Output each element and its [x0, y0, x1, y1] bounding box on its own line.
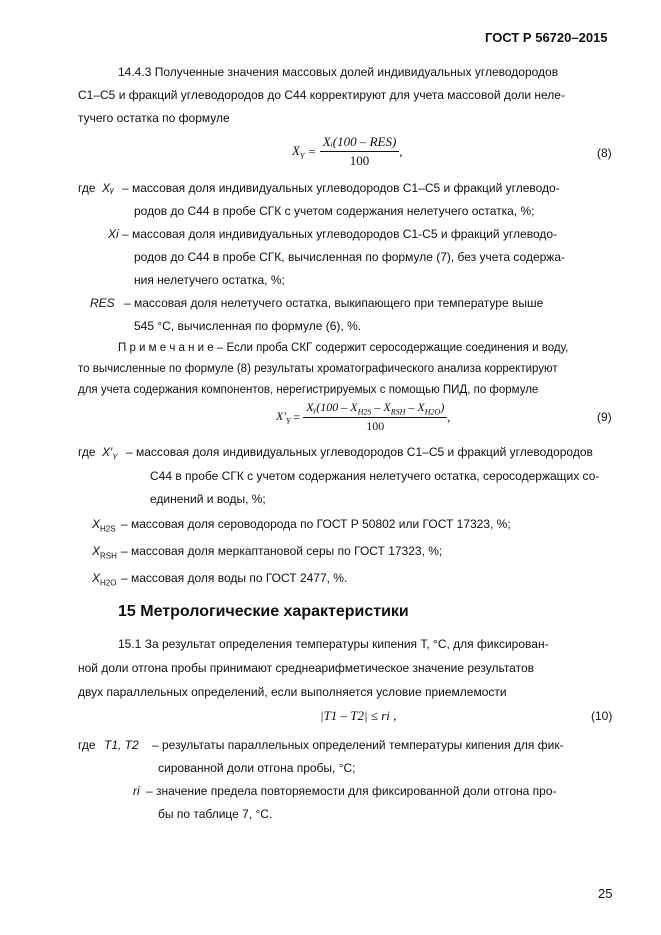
definition-line: – массовая доля нелетучего остатка, выкипающего при температуре выше	[124, 296, 544, 310]
definition-line: ния нелетучего остатка, %;	[134, 273, 285, 287]
paragraph-line: C1–C5 и фракций углеводородов до C44 корректируют для учета массовой доли неле-	[78, 88, 565, 102]
definition-line: C44 в пробе СГК с учетом содержания нелетучего остатка, серосодержащих со-	[150, 469, 600, 483]
where-label: где	[78, 445, 96, 459]
equation-number: (10)	[591, 709, 613, 723]
symbol: $X_{RSH}$	[92, 544, 117, 561]
section-heading: 15 Метрологические характеристики	[118, 603, 409, 620]
symbol: $X_{H2O}$	[92, 571, 117, 588]
definition-line: 545 °C, вычисленная по формуле (6), %.	[134, 319, 362, 333]
definition-line: сированной доли отгона пробы, °C;	[158, 761, 356, 775]
equation-9: $X'_Y$ = $\frac{Xᵧ(100 - X_{H2S} - X_{RSH} - X_{H2O})}{100}$ ,	[276, 400, 451, 434]
definition-line: – массовая доля индивидуальных углеводородов C1-C5 и фракций углеводо-	[122, 227, 558, 241]
symbol: Xi	[108, 227, 119, 241]
equation-lhs: $X'_Y$	[276, 409, 291, 426]
where-label: где	[78, 738, 96, 752]
page-number: 25	[598, 886, 613, 901]
symbol: ri	[133, 784, 140, 798]
symbol: RES	[90, 296, 115, 310]
definition-line: – массовая доля меркаптановой серы по ГОСТ 17323, %;	[121, 544, 443, 558]
equation-fraction: $\frac{\text{Xᵢ(100 – RES)}}{100}$	[320, 134, 400, 169]
equation-number: (9)	[597, 410, 612, 424]
equation-number: (8)	[597, 146, 612, 160]
symbol: $X'_Y$	[102, 445, 118, 462]
definition-line: – массовая доля индивидуальных углеводородов C1–C5 и фракций углеводо-	[122, 181, 560, 195]
definition-line: – значение предела повторяемости для фиксированной доли отгона про-	[146, 784, 557, 798]
paragraph-line: 15.1 За результат определения температуры кипения T, °C, для фиксирован-	[118, 637, 549, 651]
symbol: T1, T2	[104, 738, 139, 752]
definition-line: родов до C44 в пробе СГК с учетом содержания нелетучего остатка, %;	[134, 204, 535, 218]
paragraph-line: двух параллельных определений, если выполняется условие приемлемости	[78, 685, 507, 699]
where-label: где	[78, 181, 96, 195]
equation-lhs: $X_Y$	[292, 142, 305, 161]
definition-line: – массовая доля сероводорода по ГОСТ Р 50802 или ГОСТ 17323, %;	[121, 517, 511, 531]
definition-line: бы по таблице 7, °C.	[158, 807, 273, 821]
equation-fraction: $\frac{Xᵧ(100 - X_{H2S} - X_{RSH} - X_{H2O})}{100}$	[303, 400, 447, 434]
definition-line: родов до C44 в пробе СГК, вычисленная по формуле (7), без учета содержа-	[134, 250, 566, 264]
equation-10: |T1 – T2| ≤ ri ,	[320, 708, 397, 723]
symbol: Xᵧ	[102, 181, 115, 195]
note-line: то вычисленные по формуле (8) результаты хроматографического анализа корректируют	[78, 363, 558, 375]
definition-line: – массовая доля индивидуальных углеводородов C1–C5 и фракций углеводородов	[126, 445, 593, 459]
paragraph-line: тучего остатка по формуле	[78, 111, 230, 125]
note-line: для учета содержания компонентов, нерегистрируемых с помощью ПИД, по формуле	[78, 384, 539, 396]
document-id: ГОСТ Р 56720–2015	[485, 30, 608, 45]
definition-line: – массовая доля воды по ГОСТ 2477, %.	[121, 571, 348, 585]
note-line: П р и м е ч а н и е – Если проба СКГ содержит серосодержащие соединения и воду,	[118, 342, 569, 354]
paragraph-line: ной доли отгона пробы принимают среднеарифметическое значение результатов	[78, 661, 535, 675]
equation-8: $X_Y$ = $\frac{\text{Xᵢ(100 – RES)}}{100}$ ,	[292, 134, 403, 168]
symbol: $X_{H2S}$	[92, 517, 116, 534]
definition-line: единений и воды, %;	[150, 492, 266, 506]
paragraph-line: 14.4.3 Полученные значения массовых долей индивидуальных углеводородов	[118, 65, 559, 79]
definition-line: – результаты параллельных определений температуры кипения для фик-	[152, 738, 564, 752]
